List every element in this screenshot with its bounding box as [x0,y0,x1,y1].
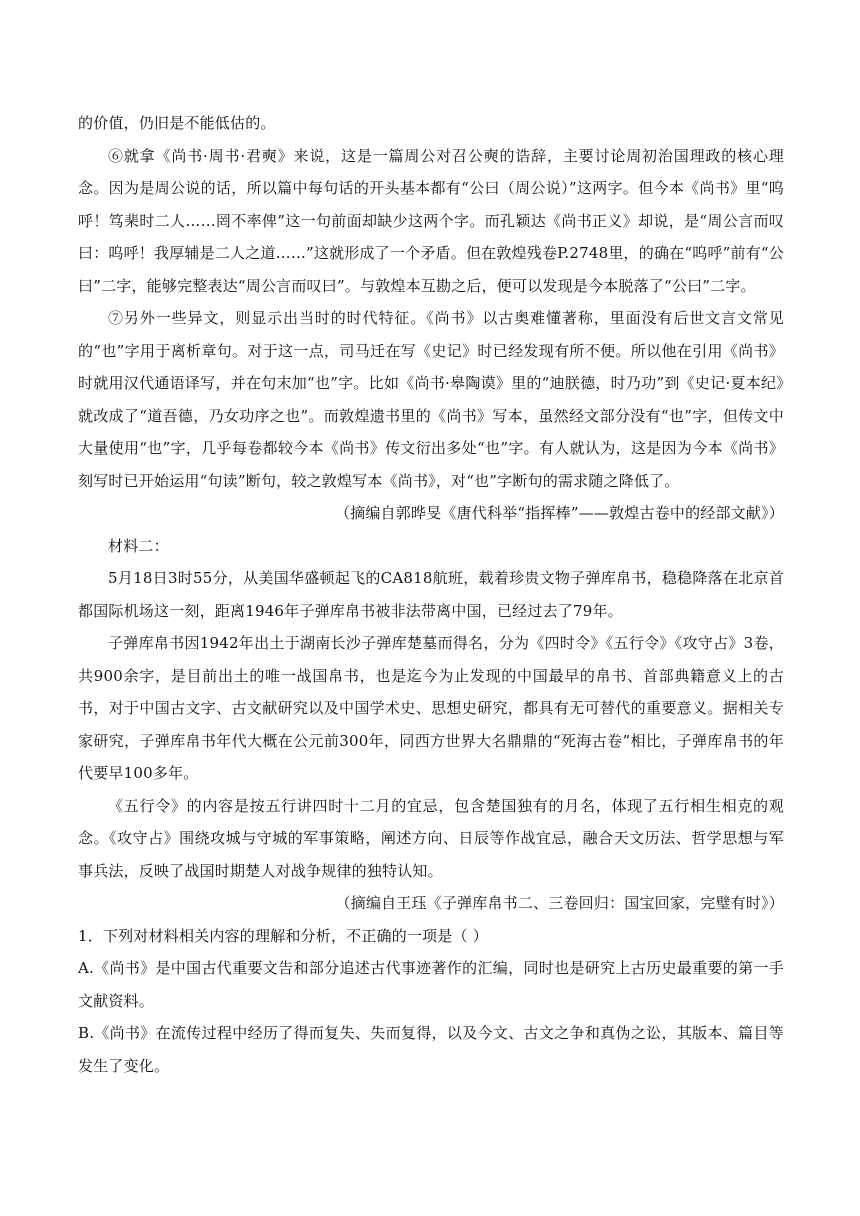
material-two-paragraph-1: 5月18日3时55分，从美国华盛顿起飞的CA818航班，载着珍贵文物子弹库帛书，稳稳降落在北京首都国际机场这一刻，距离1946年子弹库帛书被非法带离中国，已经过去了79年。 [78,569,784,620]
question-1-option-a: A.《尚书》是中国古代重要文告和部分追述古代事迹著作的汇编，同时也是研究上古历史最重要的第一手文献资料。 [78,959,784,1010]
paragraph-6: ⑥就拿《尚书·周书·君奭》来说，这是一篇周公对召公奭的诰辞，主要讨论周初治国理政的核心理念。因为是周公说的话，所以篇中每句话的开头基本都有“公曰（周公说）”这两字。但今本《尚书》里“呜呼！笃棐时二人……罔不率俾”这一句前面却缺少这两个字。而孔颖达《尚书正义》却说，是“周公言而叹曰：呜呼！我厚辅是二人之道……”这就形成了一个矛盾。但在敦煌残卷P.2748里，的确在“呜呼”前有“公曰”二字，能够完整表达“周公言而叹曰”。与敦煌本互勘之后，便可以发现是今本脱落了“公曰”二字。 [78,146,784,295]
source-citation-1: （摘编自郭晔旻《唐代科举“指挥棒”——敦煌古卷中的经部文献》） [334,504,784,522]
material-two-paragraph-3: 《五行令》的内容是按五行讲四时十二月的宜忌，包含楚国独有的月名，体现了五行相生相克的观念。《攻守占》围绕攻城与守城的军事策略，阐述方向、日辰等作战宜忌，融合天文历法、哲学思想与军事兵法，反映了战国时期楚人对战争规律的独特认知。 [78,796,784,880]
paragraph-continuation: 的价值，仍旧是不能低估的。 [78,114,276,132]
material-two-heading: 材料二： [108,536,169,555]
question-1-title: 1．下列对材料相关内容的理解和分析，不正确的一项是（ ） [78,926,488,945]
paragraph-7: ⑦另外一些异文，则显示出当时的时代特征。《尚书》以古奥难懂著称，里面没有后世文言文常见的“也”字用于离析章句。对于这一点，司马迁在写《史记》时已经发现有所不便。所以他在引用《尚书》时就用汉代通语译写，并在句末加“也”字。比如《尚书·皋陶谟》里的“迪朕德，时乃功”到《史记·夏本纪》就改成了“道吾德，乃女功序之也”。而敦煌遗书里的《尚书》写本，虽然经文部分没有“也”字，但传文中大量使用“也”字，几乎每卷都较今本《尚书》传文衍出多处“也”字。有人就认为，这是因为今本《尚书》刻写时已开始运用“句读”断句，较之敦煌写本《尚书》，对“也”字断句的需求随之降低了。 [78,309,784,490]
material-two-paragraph-2: 子弹库帛书因1942年出土于湖南长沙子弹库楚墓而得名，分为《四时令》《五行令》《攻守占》3卷，共900余字，是目前出土的唯一战国帛书，也是迄今为止发现的中国最早的帛书、首部典籍意义上的古书，对于中国古文字、古文献研究以及中国学术史、思想史研究，都具有无可替代的重要意义。据相关专家研究，子弹库帛书年代大概在公元前300年，同西方世界大名鼎鼎的“死海古卷”相比，子弹库帛书的年代要早100多年。 [78,634,784,782]
document-body [78,107,784,1082]
source-citation-2: （摘编自王珏《子弹库帛书二、三卷回归：国宝回家，完璧有时》） [335,894,784,912]
question-1-option-b: B.《尚书》在流传过程中经历了得而复失、失而复得，以及今文、古文之争和真伪之讼，其版本、篇目等发生了变化。 [78,1024,784,1075]
